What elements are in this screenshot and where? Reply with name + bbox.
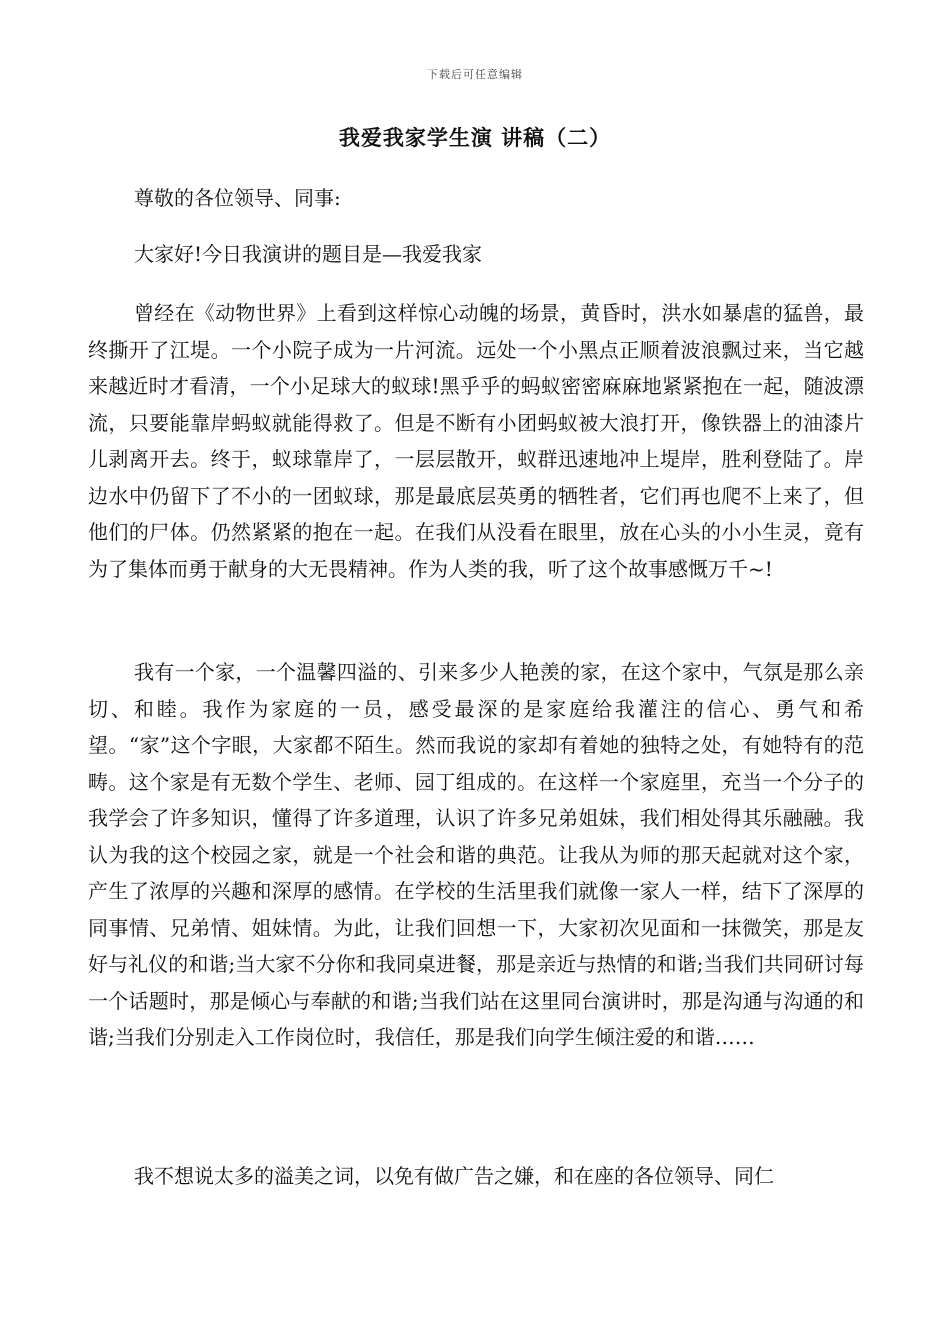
paragraph-home: 我有一个家，一个温馨四溢的、引来多少人艳羡的家，在这个家中，气氛是那么亲切、和睦。我作为家庭的一员，感受最深的是家庭给我灌注的信心、勇气和希望。“家”这个字眼，大家都不陌生。然而我说的家却有着她的独特之处，有她特有的范畴。这个家是有无数个学生、老师、园丁组成的。在这样一个家庭里，充当一个分子的我学会了许多知识，懂得了许多道理，认识了许多兄弟姐妹，我们相处得其乐融融。我认为我的这个校园之家，就是一个社会和谐的典范。让我从为师的那天起就对这个家，产生了浓厚的兴趣和深厚的感情。在学校的生活里我们就像一家人一样，结下了深厚的同事情、兄弟情、姐妹情。为此，让我们回想一下，大家初次见面和一抹微笑，那是友好与礼仪的和谐;当大家不分你和我同桌进餐，那是亲近与热情的和谐;当我们共同研讨每一个话题时，那是倾心与奉献的和谐;当我们站在这里同台演讲时，那是沟通与沟通的和谐;当我们分别走入工作岗位时，我信任，那是我们向学生倾注爱的和谐…… xyxy=(88,660,864,1049)
paragraph-ant-story: 曾经在《动物世界》上看到这样惊心动魄的场景，黄昏时，洪水如暴虐的猛兽，最终撕开了江堤。一个小院子成为一片河流。远处一个小黑点正顺着波浪飘过来，当它越来越近时才看清，一个小足球大的蚁球!黑乎乎的蚂蚁密密麻麻地紧紧抱在一起，随波漂流，只要能靠岸蚂蚁就能得救了。但是不断有小团蚂蚁被大浪打开，像铁器上的油漆片儿剥离开去。终于，蚁球靠岸了，一层层散开，蚁群迅速地冲上堤岸，胜利登陆了。岸边水中仍留下了不小的一团蚁球，那是最底层英勇的牺牲者，它们再也爬不上来了，但他们的尸体。仍然紧紧的抱在一起。在我们从没看在眼里，放在心头的小小生灵，竟有为了集体而勇于献身的大无畏精神。作为人类的我，听了这个故事感慨万千~! xyxy=(88,301,864,581)
document-title: 我爱我家学生演 讲稿（二） xyxy=(338,125,612,150)
paragraph-salutation: 尊敬的各位领导、同事: xyxy=(134,186,341,210)
header-note: 下载后可任意编辑 xyxy=(427,68,523,81)
paragraph-greeting: 大家好!今日我演讲的题目是—我爱我家 xyxy=(134,242,483,266)
paragraph-closing: 我不想说太多的溢美之词，以免有做广告之嫌，和在座的各位领导、同仁 xyxy=(134,1164,774,1188)
